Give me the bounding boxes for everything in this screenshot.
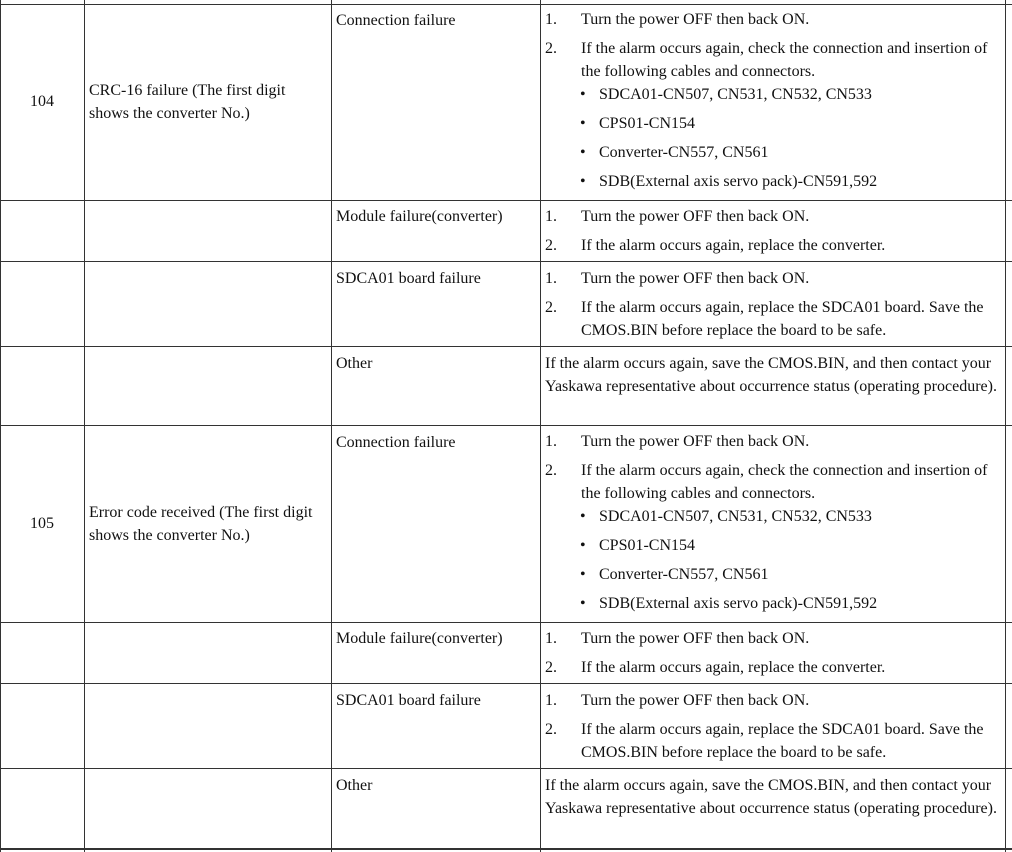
step-text: Turn the power OFF then back ON. xyxy=(581,270,810,287)
step-number: 2. xyxy=(545,40,557,57)
bullet-icon: • xyxy=(580,595,586,612)
column-divider xyxy=(331,0,332,852)
step-text: If the alarm occurs again, replace the SDCA01 board. Save the CMOS.BIN before replace the board to be safe. xyxy=(581,721,984,761)
remedy-step xyxy=(545,459,1005,505)
cause-cell: Connection failure xyxy=(336,434,456,451)
step-text: Turn the power OFF then back ON. xyxy=(581,433,810,450)
step-number: 1. xyxy=(545,630,557,647)
alarm-number: 104 xyxy=(30,93,54,110)
remedy-cell xyxy=(545,430,1005,618)
step-text: If the alarm occurs again, check the connection and insertion of the following cables and connectors. xyxy=(581,462,988,502)
remedy-paragraph: If the alarm occurs again, save the CMOS.BIN, and then contact your Yaskawa representative about occurrence status (operating procedure). xyxy=(545,777,997,817)
row-divider xyxy=(0,768,1012,769)
row-divider xyxy=(0,683,1012,684)
remedy-cell xyxy=(545,8,1005,196)
cause-cell: Connection failure xyxy=(336,12,456,29)
step-number: 2. xyxy=(545,237,557,254)
remedy-cell xyxy=(545,352,1005,398)
bullet-icon: • xyxy=(580,115,586,132)
step-number: 2. xyxy=(545,462,557,479)
step-text: Turn the power OFF then back ON. xyxy=(581,630,810,647)
remedy-step xyxy=(545,627,1005,656)
bullet-icon: • xyxy=(580,86,586,103)
list-item-text: CPS01-CN154 xyxy=(599,115,696,132)
remedy-step xyxy=(545,718,1005,764)
list-item-text: Converter-CN557, CN561 xyxy=(599,144,769,161)
connector-list xyxy=(545,80,1005,196)
list-item xyxy=(545,80,1005,109)
step-number: 2. xyxy=(545,721,557,738)
step-number: 1. xyxy=(545,11,557,28)
step-number: 1. xyxy=(545,433,557,450)
list-item-text: Converter-CN557, CN561 xyxy=(599,566,769,583)
alarm-name: CRC-16 failure (The first digit shows the converter No.) xyxy=(89,82,286,122)
row-divider xyxy=(0,261,1012,262)
bullet-icon: • xyxy=(580,508,586,525)
remedy-step xyxy=(545,296,1005,342)
connector-list xyxy=(545,502,1005,618)
remedy-step xyxy=(545,267,1005,296)
bullet-icon: • xyxy=(580,537,586,554)
list-item xyxy=(545,167,1005,196)
remedy-step xyxy=(545,430,1005,459)
remedy-step xyxy=(545,689,1005,718)
remedy-step xyxy=(545,234,1005,257)
cause-cell: Other xyxy=(336,777,373,794)
column-divider xyxy=(540,0,541,852)
step-text: If the alarm occurs again, replace the converter. xyxy=(581,659,886,676)
remedy-cell xyxy=(545,689,1005,764)
list-item-text: SDCA01-CN507, CN531, CN532, CN533 xyxy=(599,86,872,103)
list-item xyxy=(545,502,1005,531)
list-item-text: SDCA01-CN507, CN531, CN532, CN533 xyxy=(599,508,872,525)
remedy-cell xyxy=(545,627,1005,679)
bullet-icon: • xyxy=(580,173,586,190)
remedy-step xyxy=(545,8,1005,37)
row-divider xyxy=(0,200,1012,201)
remedy-step xyxy=(545,37,1005,83)
list-item-text: SDB(External axis servo pack)-CN591,592 xyxy=(599,595,878,612)
list-item xyxy=(545,560,1005,589)
column-divider xyxy=(84,0,85,852)
remedy-step xyxy=(545,205,1005,234)
cause-cell: SDCA01 board failure xyxy=(336,270,481,287)
remedy-step xyxy=(545,656,1005,679)
bullet-icon: • xyxy=(580,566,586,583)
row-divider xyxy=(0,848,1012,850)
row-divider xyxy=(0,622,1012,623)
step-text: Turn the power OFF then back ON. xyxy=(581,208,810,225)
list-item xyxy=(545,109,1005,138)
row-divider xyxy=(0,4,1012,5)
step-text: If the alarm occurs again, replace the SDCA01 board. Save the CMOS.BIN before replace the board to be safe. xyxy=(581,299,984,339)
alarm-number: 105 xyxy=(30,515,54,532)
cause-cell: Other xyxy=(336,355,373,372)
step-text: Turn the power OFF then back ON. xyxy=(581,11,810,28)
step-text: If the alarm occurs again, check the connection and insertion of the following cables and connectors. xyxy=(581,40,988,80)
remedy-cell xyxy=(545,267,1005,342)
step-text: If the alarm occurs again, replace the converter. xyxy=(581,237,886,254)
step-number: 2. xyxy=(545,659,557,676)
alarm-name: Error code received (The first digit shows the converter No.) xyxy=(89,504,313,544)
cause-cell: Module failure(converter) xyxy=(336,208,503,225)
list-item-text: SDB(External axis servo pack)-CN591,592 xyxy=(599,173,878,190)
step-number: 1. xyxy=(545,270,557,287)
list-item xyxy=(545,531,1005,560)
table-border-right xyxy=(1005,0,1006,852)
step-number: 1. xyxy=(545,208,557,225)
step-text: Turn the power OFF then back ON. xyxy=(581,692,810,709)
cause-cell: SDCA01 board failure xyxy=(336,692,481,709)
list-item xyxy=(545,138,1005,167)
bullet-icon: • xyxy=(580,144,586,161)
step-number: 2. xyxy=(545,299,557,316)
table-border-left xyxy=(0,0,1,852)
list-item-text: CPS01-CN154 xyxy=(599,537,696,554)
list-item xyxy=(545,589,1005,618)
step-number: 1. xyxy=(545,692,557,709)
row-divider xyxy=(0,425,1012,426)
remedy-cell xyxy=(545,774,1005,820)
remedy-paragraph: If the alarm occurs again, save the CMOS.BIN, and then contact your Yaskawa representative about occurrence status (operating procedure). xyxy=(545,355,997,395)
remedy-cell xyxy=(545,205,1005,257)
cause-cell: Module failure(converter) xyxy=(336,630,503,647)
row-divider xyxy=(0,346,1012,347)
